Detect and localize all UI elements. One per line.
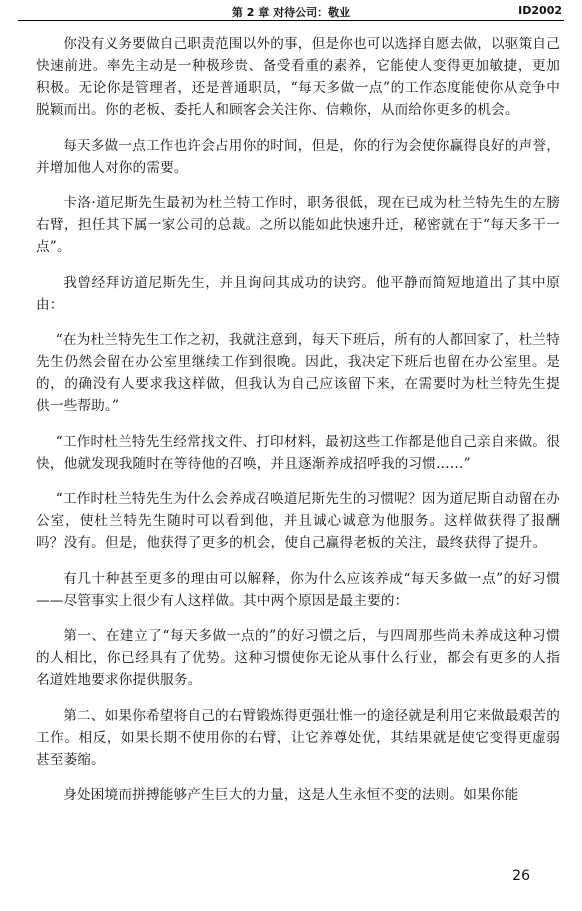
- paragraph: 我曾经拜访道尼斯先生，并且询问其成功的诀窍。他平静而简短地道出了其中原由：: [36, 274, 560, 313]
- quote-paragraph: “工作时杜兰特先生经常找文件、打印材料，最初这些工作都是他自己亲自来做。很快，他就发现我随时在等待他的召唤，并且逐渐养成招呼我的习惯……”: [36, 433, 560, 472]
- paragraph: 第一、在建立了“每天多做一点的”的好习惯之后，与四周那些尚未养成这种习惯的人相比，你已经具有了优势。这种习惯使你无论从事什么行业，都会有更多的人指名道姓地要求你提供服务。: [36, 628, 560, 688]
- paragraph: 身处困境而拼搏能够产生巨大的力量，这是人生永恒不变的法则。如果你能: [63, 787, 519, 803]
- paragraph: 卡洛·道尼斯先生最初为杜兰特工作时，职务很低，现在已成为杜兰特先生的左膀右臂，担任其下属一家公司的总裁。之所以能如此快速升迁，秘密就在于“每天多干一点”。: [36, 195, 560, 255]
- page-number: 26: [512, 868, 530, 884]
- paragraph: 第二、如果你希望将自己的右臂锻炼得更强壮惟一的途径就是利用它来做最艰苦的工作。相反，如果长期不使用你的右臂，让它养尊处优，其结果就是使它变得更虚弱甚至萎缩。: [36, 707, 560, 768]
- paragraph: 有几十种甚至更多的理由可以解释，你为什么应该养成“每天多做一点”的好习惯——尽管事实上很少有人这样做。其中两个原因是最主要的：: [36, 570, 560, 609]
- chapter-title: 第 2 章 对待公司：敬业: [231, 6, 351, 19]
- header-rule: [18, 20, 564, 21]
- quote-paragraph: “工作时杜兰特先生为什么会养成召唤道尼斯先生的习惯呢？因为道尼斯自动留在办公室，使杜兰特先生随时可以看到他，并且诚心诚意为他服务。这样做获得了报酬吗？没有。但是，他获得了更多的机会，使自己赢得老板的关注，最终获得了提升。: [36, 491, 560, 551]
- quote-paragraph: “在为杜兰特先生工作之初，我就注意到，每天下班后，所有的人都回家了，杜兰特先生仍然会留在办公室里继续工作到很晚。因此，我决定下班后也留在办公室里。是的，的确没有人要求我这样做，但我认为自己应该留下来，在需要时为杜兰特先生提供一些帮助。”: [36, 332, 560, 414]
- page-header: [0, 4, 582, 20]
- paragraph: 你没有义务要做自己职责范围以外的事，但是你也可以选择自愿去做，以驱策自己快速前进。率先主动是一种极珍贵、备受看重的素养，它能使人变得更加敏捷，更加积极。无论你是管理者，还是普通职员，“每天多做一点”的工作态度能使你从竞争中脱颖而出。你的老板、委托人和顾客会关注你、信赖你，从而给你更多的机会。: [36, 36, 560, 118]
- document-id: ID2002: [518, 4, 562, 17]
- paragraph: 每天多做一点工作也许会占用你的时间，但是，你的行为会使你赢得良好的声誉，并增加他人对你的需要。: [36, 137, 560, 176]
- body-text: [36, 33, 560, 820]
